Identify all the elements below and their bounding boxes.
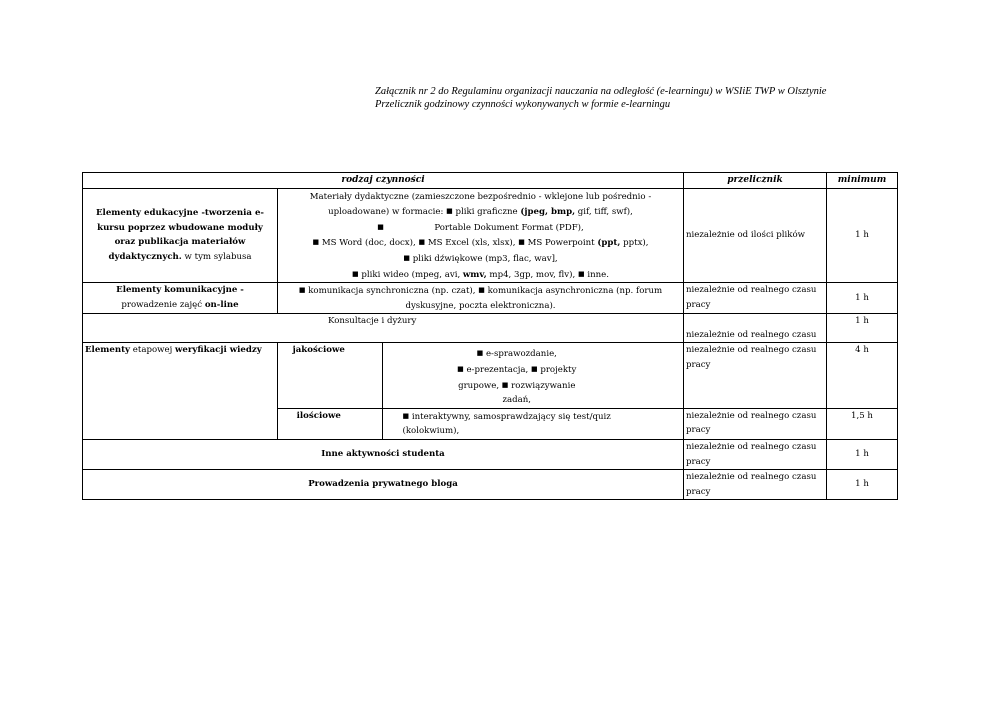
header-minimum: minimum [827,173,898,189]
label-normal: etapowej [130,345,175,356]
sub-label-ilosciowe: ilościowe [278,409,382,439]
label-bold: Elementy [85,345,131,356]
bullet-icon: ■ [377,222,384,231]
bullet-icon: ■ [530,364,538,373]
item-text-bold: (ppt, [597,238,621,249]
item-text: komunikacja asynchroniczna (np. forum dyskusyjne, poczta elektroniczna). [405,286,663,311]
przelicznik-blog: niezależnie od realnego czasu pracy [684,470,827,500]
row-label-weryfikacja [83,343,278,440]
row-label-inne: Inne aktywności studenta [83,439,684,469]
table-row [83,470,898,500]
row-label-blog: Prowadzenia prywatnego bloga [83,470,684,500]
bullet-icon: ■ [577,269,585,278]
label-bold: Elementy edukacyjne -tworzenia e-kursu poprzez wbudowane moduły oraz publikacja materiałów dydaktycznych. [96,208,264,262]
item-text: MS Excel (xls, xlsx), [427,238,516,249]
header-subtitle: Przelicznik godzinowy czynności wykonywanych w formie e-learningu [375,99,671,110]
item-text: pliki dźwiękowe (mp3, flac, wav], [412,253,558,264]
minimum-inne: 1 h [827,439,898,469]
table-row [83,314,898,343]
label-normal: prowadzenie zajęć [121,299,205,310]
desc-edukacyjne [278,188,684,283]
item-text: e-prezentacja, [466,364,529,375]
item-text-bold: (jpeg, bmp, [520,207,576,218]
header-rodzaj: rodzaj czynności [83,173,684,189]
conversion-table [82,172,898,500]
row-label-konsultacje [83,314,684,343]
label-text: Konsultacje i dyżury [328,316,417,327]
table-row [83,439,898,469]
desc-intro: Materiały dydaktyczne (zamieszczone bezpośrednio - wklejone lub pośrednio - uploadowane) w formacie: [309,191,652,218]
row-label-edukacyjne [83,188,278,283]
bullet-icon: ■ [478,286,485,295]
desc-jakosciowe [278,343,684,408]
przelicznik-jakosciowe: niezależnie od realnego czasu pracy [684,343,827,408]
przelicznik-konsultacje: niezależnie od realnego czasu [684,314,827,343]
minimum-konsultacje: 1 h [827,314,898,343]
bullet-icon: ■ [312,238,320,247]
item-text: pliki wideo (mpeg, avi, [361,269,463,280]
label-bold: Elementy komunikacyjne - [116,285,244,296]
label-bold: weryfikacji wiedzy [174,345,262,356]
header-title: Załącznik nr 2 do Regulaminu organizacji nauczania na odległość (e-learningu) w WSIiE TWP w Olsztynie [375,86,827,97]
minimum-blog: 1 h [827,470,898,500]
minimum-edukacyjne: 1 h [827,188,898,283]
table-header-row [83,173,898,189]
przelicznik-inne: niezależnie od realnego czasu pracy [684,439,827,469]
item-text: MS Word (doc, docx), [321,238,416,249]
table-row [83,188,898,283]
przelicznik-komunikacyjne: niezależnie od realnego czasu pracy [684,283,827,314]
table-row [83,343,898,408]
bullet-icon: ■ [352,269,359,278]
item-text: MS Powerpoint [527,238,598,249]
sub-items-jakosciowe [382,343,683,407]
sub-label-jakosciowe: jakościowe [278,343,382,407]
row-label-komunikacyjne [83,283,278,314]
minimum-komunikacyjne: 1 h [827,283,898,314]
item-text: pliki graficzne [455,207,521,218]
bullet-icon: ■ [298,286,306,295]
przelicznik-ilosciowe: niezależnie od realnego czasu pracy [684,408,827,439]
item-text: pptx), [620,238,649,249]
item-text: interaktywny, samosprawdzający się test/quiz (kolokwium), [402,411,611,437]
item-text-bold: wmv, [462,269,487,280]
item-text: Portable Dokument Format (PDF), [434,222,584,233]
item-text: komunikacja synchroniczna (np. czat), [308,286,476,297]
przelicznik-edukacyjne: niezależnie od ilości plików [684,188,827,283]
sub-items-ilosciowe [382,409,683,439]
label-bold: on-line [204,299,239,310]
bullet-icon: ■ [518,238,525,247]
bullet-icon: ■ [403,253,410,262]
bullet-icon: ■ [418,238,426,247]
minimum-jakosciowe: 4 h [827,343,898,408]
item-text: projekty grupowe, [458,364,577,391]
bullet-icon: ■ [446,207,453,216]
desc-ilosciowe [278,408,684,439]
item-text: gif, tiff, swf), [575,207,633,218]
item-text: inne. [587,269,609,280]
item-text: rozwiązywanie zadań, [502,380,576,406]
bullet-icon: ■ [457,364,464,373]
desc-komunikacyjne [278,283,684,314]
document-header [375,85,935,111]
item-text: mp4, 3gp, mov, flv), [486,269,576,280]
table-row [83,283,898,314]
minimum-ilosciowe: 1,5 h [827,408,898,439]
item-text: e-sprawozdanie, [485,349,557,360]
label-normal: w tym sylabusa [181,251,252,262]
bullet-icon: ■ [402,411,410,420]
bullet-icon: ■ [501,380,509,389]
header-przelicznik: przelicznik [684,173,827,189]
bullet-icon: ■ [476,349,484,358]
